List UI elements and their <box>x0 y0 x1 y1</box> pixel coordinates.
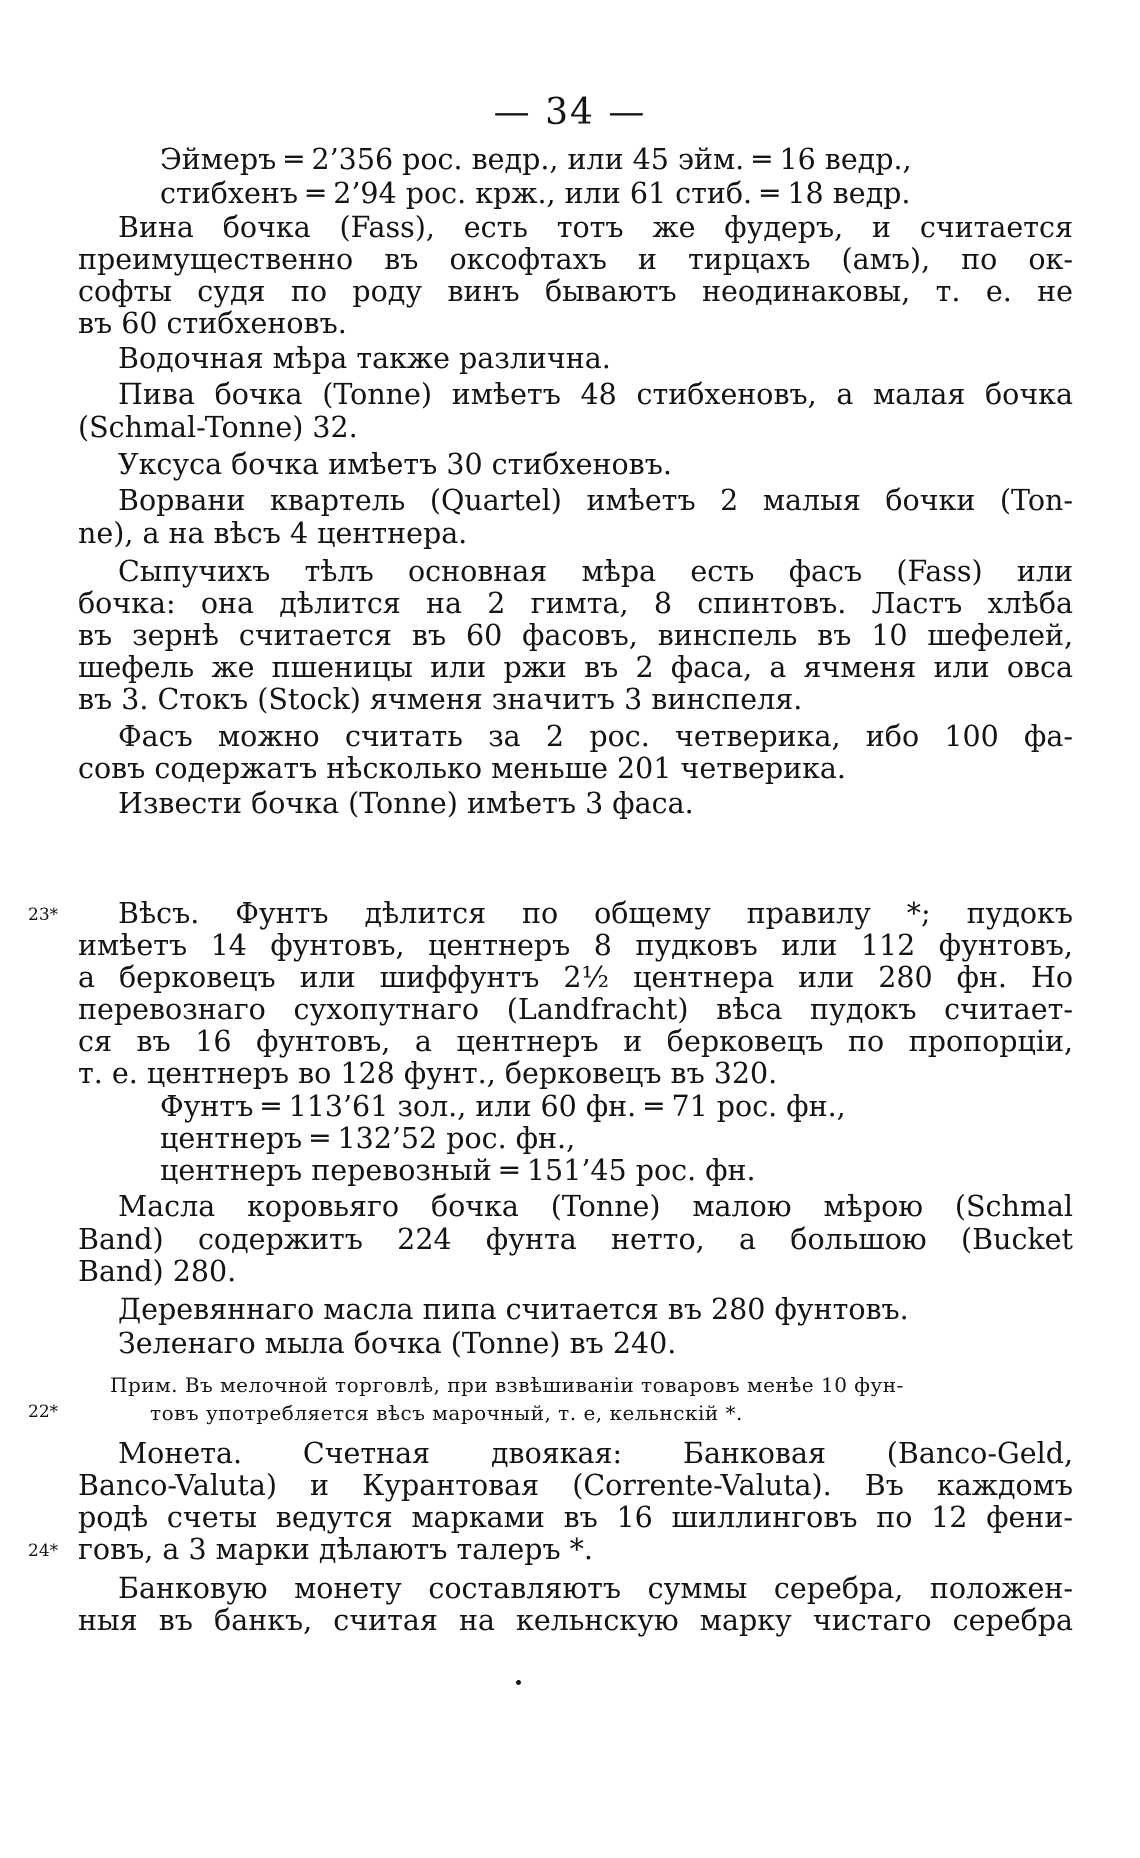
text-line: Деревяннаго масла пипа считается въ 280 фунтовъ. <box>118 1293 909 1326</box>
text-line: стибхенъ ═ 2’94 рос. крж., или 61 стиб. ═ 18 ведр. <box>160 177 911 210</box>
text-line: бочка: она дѣлится на 2 гимта, 8 спинтовъ. Ластъ хлѣба <box>78 587 1073 620</box>
text-line: въ зернѣ считается въ 60 фасовъ, винспель въ 10 шефелей, <box>78 619 1073 652</box>
text-line: шефель же пшеницы или ржи въ 2 фаса, а ячменя или овса <box>78 651 1073 684</box>
text-line: въ 60 стибхеновъ. <box>78 307 347 340</box>
text-line: перевознаго сухопутнаго (Landfracht) вѣса пудокъ считает- <box>78 993 1073 1026</box>
page-number: — 34 — <box>493 92 647 133</box>
text-line: Монета. Счетная двоякая: Банковая (Banco-Geld, <box>118 1437 1073 1470</box>
text-line: а берковецъ или шиффунтъ 2½ центнера или 280 фн. Но <box>78 961 1073 994</box>
margin-mark: 23* <box>28 905 59 925</box>
text-line: Зеленаго мыла бочка (Tonne) въ 240. <box>118 1327 677 1360</box>
footnote-line: товъ употребляется вѣсъ марочный, т. е, кельнскій *. <box>150 1401 743 1425</box>
text-line: Banco-Valuta) и Курантовая (Corrente-Valuta). Въ каждомъ <box>78 1469 1073 1502</box>
text-line: ся въ 16 фунтовъ, а центнеръ и берковецъ по пропорціи, <box>78 1025 1073 1058</box>
text-line: Эймеръ ═ 2’356 рос. ведр., или 45 эйм. ═ 16 ведр., <box>160 143 912 176</box>
text-line: Водочная мѣра также различна. <box>118 342 611 375</box>
print-speck <box>516 1680 521 1685</box>
text-line: имѣетъ 14 фунтовъ, центнеръ 8 пудковъ или 112 фунтовъ, <box>78 929 1073 962</box>
footnote-line: Прим. Въ мелочной торговлѣ, при взвѣшиваніи товаровъ менѣе 10 фун- <box>110 1373 904 1397</box>
text-line: Масла коровьяго бочка (Tonne) малою мѣрою (Schmal <box>118 1190 1073 1223</box>
text-line: центнеръ ═ 132’52 рос. фн., <box>160 1122 576 1155</box>
text-line: центнеръ перевозный ═ 151’45 рос. фн. <box>160 1154 756 1187</box>
text-line: софты судя по роду винъ бываютъ неодинаковы, т. е. не <box>78 275 1073 308</box>
text-line: Уксуса бочка имѣетъ 30 стибхеновъ. <box>118 448 672 481</box>
text-line: говъ, а 3 марки дѣлаютъ талеръ *. <box>78 1533 593 1566</box>
text-line: Извести бочка (Tonne) имѣетъ 3 фаса. <box>118 787 694 820</box>
text-line: Пива бочка (Tonne) имѣетъ 48 стибхеновъ, а малая бочка <box>118 378 1073 411</box>
text-line: ныя въ банкъ, считая на кельнскую марку чистаго серебра <box>78 1604 1073 1637</box>
margin-mark: 22* <box>28 1402 59 1422</box>
text-line: т. е. центнеръ во 128 фунт., берковецъ въ 320. <box>78 1057 778 1090</box>
margin-mark: 24* <box>28 1541 59 1561</box>
text-line: Сыпучихъ тѣлъ основная мѣра есть фасъ (Fass) или <box>118 555 1073 588</box>
text-line: преимущественно въ оксофтахъ и тирцахъ (амъ), по ок- <box>78 243 1073 276</box>
text-line: Банковую монету составляютъ суммы серебра, положен- <box>118 1572 1073 1605</box>
text-line: Вина бочка (Fass), есть тотъ же фудеръ, и считается <box>118 211 1073 244</box>
text-line: Ворвани квартель (Quartel) имѣетъ 2 малыя бочки (Ton- <box>118 484 1073 517</box>
text-line: Band) содержитъ 224 фунта нетто, а большою (Bucket <box>78 1223 1073 1256</box>
text-line: въ 3. Стокъ (Stock) ячменя значитъ 3 винспеля. <box>78 683 803 716</box>
text-line: (Schmal-Tonne) 32. <box>78 411 358 444</box>
text-line: Фасъ можно считать за 2 рос. четверика, ибо 100 фа- <box>118 720 1073 753</box>
text-line: ne), а на вѣсъ 4 центнера. <box>78 517 468 550</box>
text-line: Вѣсъ. Фунтъ дѣлится по общему правилу *; пудокъ <box>118 897 1073 930</box>
text-line: Фунтъ ═ 113’61 зол., или 60 фн. ═ 71 рос. фн., <box>160 1090 846 1123</box>
text-line: Band) 280. <box>78 1255 237 1288</box>
text-line: совъ содержатъ нѣсколько меньше 201 четверика. <box>78 752 846 785</box>
text-line: родѣ счеты ведутся марками въ 16 шиллинговъ по 12 фени- <box>78 1501 1073 1534</box>
